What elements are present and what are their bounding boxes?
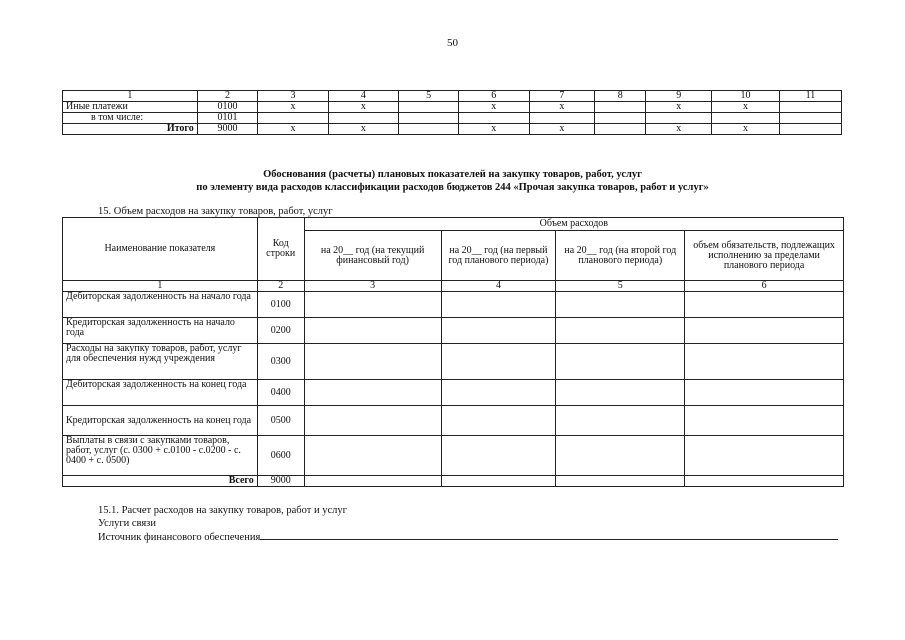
cell bbox=[556, 292, 685, 318]
document-heading bbox=[0, 168, 905, 194]
cell: x bbox=[712, 102, 780, 113]
row-code: 0101 bbox=[197, 113, 258, 124]
cell: x bbox=[459, 124, 529, 135]
row-code: 9000 bbox=[197, 124, 258, 135]
cell bbox=[595, 113, 646, 124]
cell bbox=[441, 406, 556, 436]
cell: x bbox=[328, 124, 398, 135]
section-15-title: 15. Объем расходов на закупку товаров, работ, услуг bbox=[98, 206, 333, 217]
cell bbox=[399, 113, 459, 124]
row-code: 0600 bbox=[257, 436, 304, 476]
header-expense-volume: Объем расходов bbox=[304, 218, 843, 231]
header-cell: 9 bbox=[646, 91, 712, 102]
cell bbox=[441, 436, 556, 476]
row-code: 0100 bbox=[197, 102, 258, 113]
table-row bbox=[63, 113, 842, 124]
cell: x bbox=[328, 102, 398, 113]
funding-source-label: Источник финансового обеспечения bbox=[98, 532, 261, 543]
cell bbox=[441, 344, 556, 380]
section-15-1-title: 15.1. Расчет расходов на закупку товаров, работ и услуг bbox=[98, 505, 347, 516]
payments-table bbox=[62, 90, 842, 135]
column-number: 4 bbox=[441, 281, 556, 292]
page-number: 50 bbox=[447, 37, 458, 49]
column-number-row bbox=[63, 281, 844, 292]
column-number: 1 bbox=[63, 281, 258, 292]
table-row bbox=[63, 102, 842, 113]
cell bbox=[779, 102, 841, 113]
cell bbox=[441, 318, 556, 344]
total-code: 9000 bbox=[257, 476, 304, 487]
header-row bbox=[63, 218, 844, 231]
heading-line-2: по элементу вида расходов классификации расходов бюджетов 244 «Прочая закупка товаров, работ и услуг» bbox=[196, 182, 709, 193]
cell bbox=[595, 124, 646, 135]
cell: x bbox=[646, 102, 712, 113]
cell: x bbox=[646, 124, 712, 135]
cell bbox=[399, 102, 459, 113]
header-cell: 2 bbox=[197, 91, 258, 102]
column-number: 2 bbox=[257, 281, 304, 292]
cell bbox=[556, 406, 685, 436]
cell bbox=[258, 113, 328, 124]
row-label: Иные платежи bbox=[63, 102, 198, 113]
cell bbox=[441, 292, 556, 318]
header-current-year: на 20__ год (на текущий финансовый год) bbox=[304, 231, 441, 281]
column-number: 5 bbox=[556, 281, 685, 292]
cell: x bbox=[712, 124, 780, 135]
header-second-plan-year: на 20__ год (на второй год планового периода) bbox=[556, 231, 685, 281]
cell bbox=[646, 113, 712, 124]
header-cell: 6 bbox=[459, 91, 529, 102]
cell bbox=[556, 344, 685, 380]
cell bbox=[779, 124, 841, 135]
table-header-row bbox=[63, 91, 842, 102]
row-label: Итого bbox=[63, 124, 198, 135]
column-number: 6 bbox=[685, 281, 844, 292]
total-label: Всего bbox=[63, 476, 258, 487]
row-label: в том числе: bbox=[63, 113, 198, 124]
row-code: 0200 bbox=[257, 318, 304, 344]
row-name: Кредиторская задолженность на конец года bbox=[63, 406, 258, 436]
header-cell: 1 bbox=[63, 91, 198, 102]
cell bbox=[304, 436, 441, 476]
cell bbox=[685, 292, 844, 318]
cell bbox=[529, 113, 595, 124]
header-cell: 7 bbox=[529, 91, 595, 102]
header-cell: 10 bbox=[712, 91, 780, 102]
cell bbox=[595, 102, 646, 113]
cell bbox=[304, 344, 441, 380]
table-row bbox=[63, 406, 844, 436]
funding-source-field[interactable] bbox=[260, 530, 838, 540]
cell: x bbox=[258, 124, 328, 135]
cell bbox=[685, 476, 844, 487]
cell bbox=[304, 406, 441, 436]
table-row bbox=[63, 436, 844, 476]
row-code: 0100 bbox=[257, 292, 304, 318]
table-row bbox=[63, 292, 844, 318]
table-row bbox=[63, 380, 844, 406]
cell bbox=[304, 380, 441, 406]
funding-source-row bbox=[98, 530, 838, 545]
total-row bbox=[63, 476, 844, 487]
cell bbox=[304, 292, 441, 318]
cell bbox=[441, 476, 556, 487]
service-name: Услуги связи bbox=[98, 517, 156, 529]
cell: x bbox=[529, 124, 595, 135]
row-name: Дебиторская задолженность на начало года bbox=[63, 292, 258, 318]
cell bbox=[556, 436, 685, 476]
heading-line-1: Обоснования (расчеты) плановых показателей на закупку товаров, работ, услуг bbox=[263, 169, 642, 180]
table-row bbox=[63, 318, 844, 344]
cell bbox=[685, 380, 844, 406]
column-number: 3 bbox=[304, 281, 441, 292]
header-beyond-plan: объем обязательств, подлежащих исполнению за пределами планового периода bbox=[685, 231, 844, 281]
cell bbox=[556, 380, 685, 406]
header-first-plan-year: на 20__ год (на первый год планового периода) bbox=[441, 231, 556, 281]
cell bbox=[441, 380, 556, 406]
cell bbox=[712, 113, 780, 124]
row-name: Выплаты в связи с закупками товаров, работ, услуг (с. 0300 + с.0100 - с.0200 - с. 0400 + с. 0500) bbox=[63, 436, 258, 476]
cell bbox=[685, 436, 844, 476]
row-name: Дебиторская задолженность на конец года bbox=[63, 380, 258, 406]
cell bbox=[459, 113, 529, 124]
header-cell: 11 bbox=[779, 91, 841, 102]
cell bbox=[685, 406, 844, 436]
cell bbox=[685, 344, 844, 380]
row-code: 0500 bbox=[257, 406, 304, 436]
row-name: Расходы на закупку товаров, работ, услуг для обеспечения нужд учреждения bbox=[63, 344, 258, 380]
row-name: Кредиторская задолженность на начало года bbox=[63, 318, 258, 344]
header-cell: 5 bbox=[399, 91, 459, 102]
cell: x bbox=[258, 102, 328, 113]
cell bbox=[556, 318, 685, 344]
expenditure-table bbox=[62, 217, 844, 487]
cell bbox=[399, 124, 459, 135]
header-code: Код строки bbox=[257, 218, 304, 281]
cell bbox=[304, 318, 441, 344]
table-row bbox=[63, 344, 844, 380]
cell bbox=[556, 476, 685, 487]
cell: x bbox=[529, 102, 595, 113]
cell bbox=[328, 113, 398, 124]
cell bbox=[685, 318, 844, 344]
cell bbox=[304, 476, 441, 487]
header-cell: 3 bbox=[258, 91, 328, 102]
row-code: 0300 bbox=[257, 344, 304, 380]
table-row bbox=[63, 124, 842, 135]
row-code: 0400 bbox=[257, 380, 304, 406]
cell: x bbox=[459, 102, 529, 113]
header-name: Наименование показателя bbox=[63, 218, 258, 281]
cell bbox=[779, 113, 841, 124]
header-cell: 4 bbox=[328, 91, 398, 102]
section-15-1 bbox=[98, 505, 838, 545]
header-cell: 8 bbox=[595, 91, 646, 102]
